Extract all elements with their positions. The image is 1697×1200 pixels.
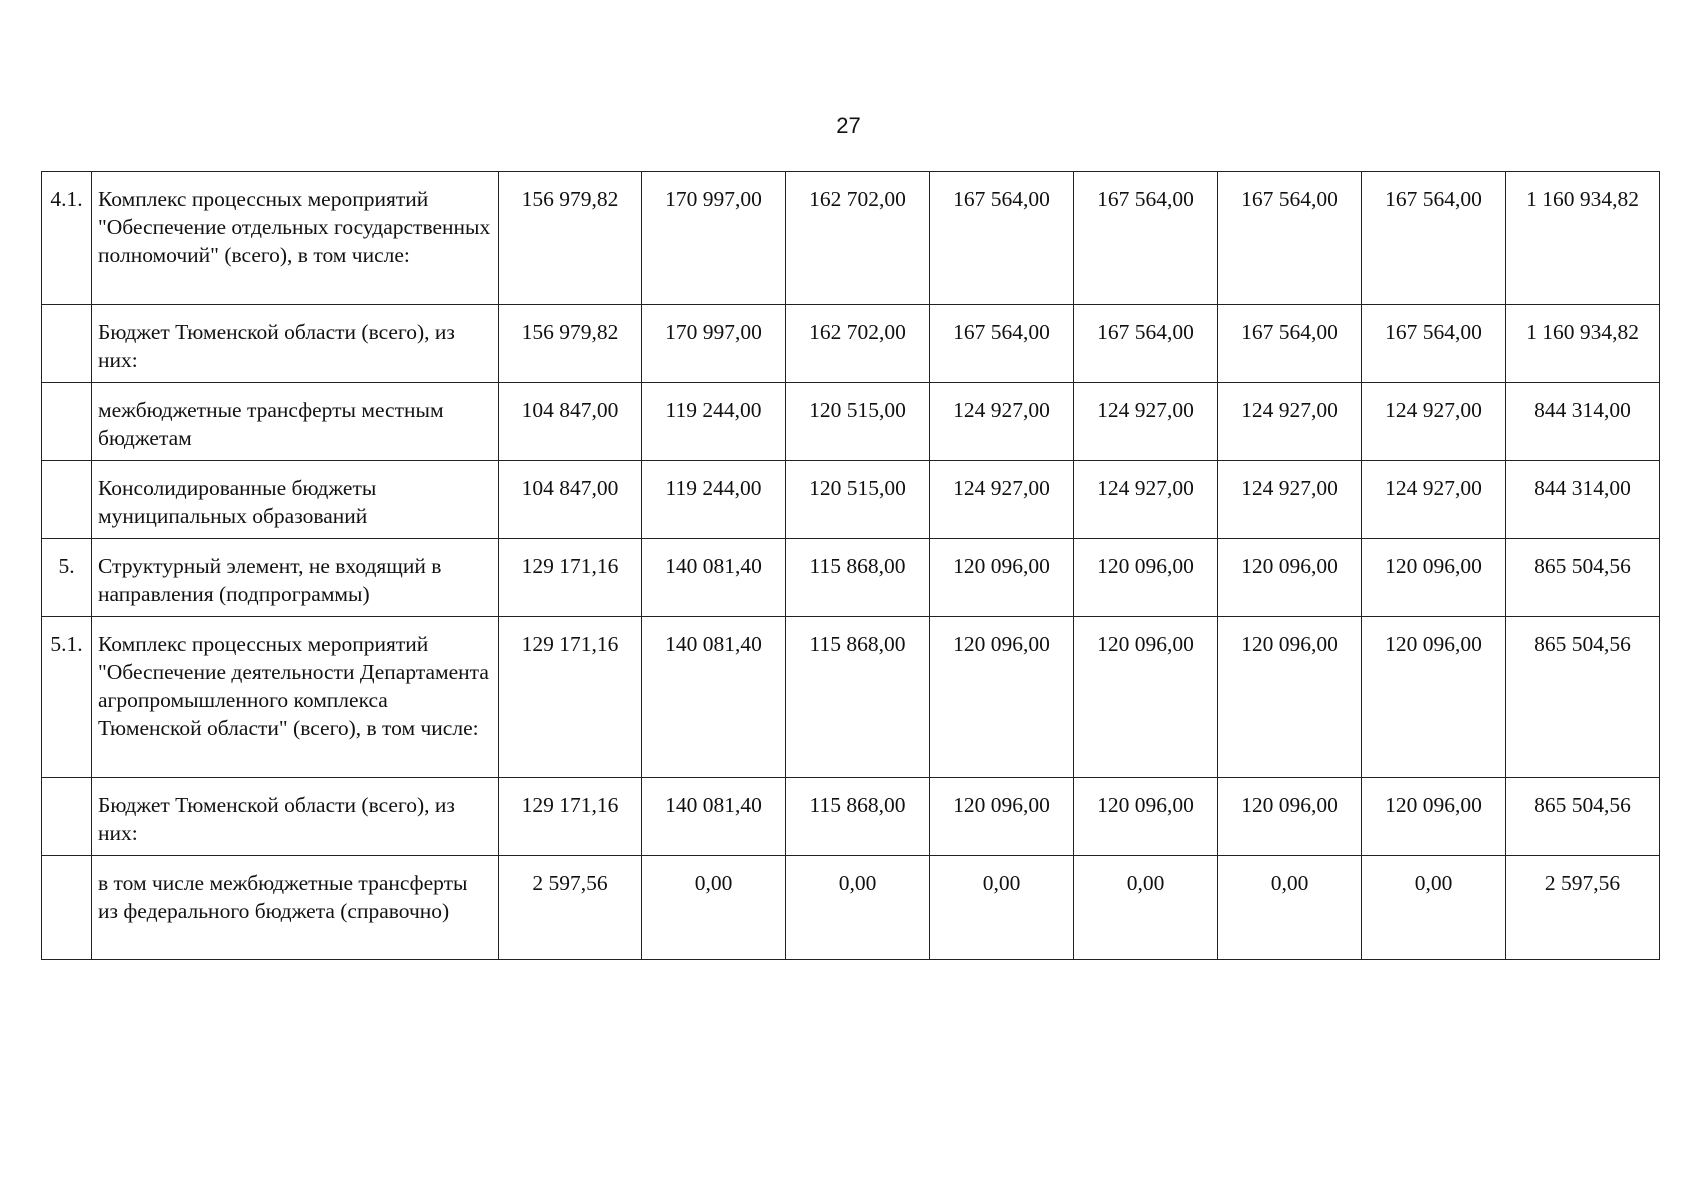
value-cell: 104 847,00	[499, 383, 642, 461]
value-cell: 167 564,00	[1218, 305, 1362, 383]
table-row	[42, 778, 1660, 856]
row-name: межбюджетные трансферты местным бюджетам	[92, 383, 499, 461]
value-cell: 0,00	[1218, 856, 1362, 960]
value-cell: 129 171,16	[499, 617, 642, 778]
value-cell: 120 096,00	[1362, 539, 1506, 617]
value-cell: 167 564,00	[1218, 172, 1362, 305]
budget-table	[41, 171, 1660, 960]
value-cell: 120 096,00	[930, 539, 1074, 617]
table-row	[42, 856, 1660, 960]
value-cell: 2 597,56	[499, 856, 642, 960]
value-cell: 120 096,00	[1362, 617, 1506, 778]
row-number	[42, 461, 92, 539]
row-name: Комплекс процессных мероприятий "Обеспечение отдельных государственных полномочий" (всего), в том числе:	[92, 172, 499, 305]
value-cell: 120 096,00	[930, 778, 1074, 856]
value-cell: 170 997,00	[642, 172, 786, 305]
row-number	[42, 856, 92, 960]
value-cell: 129 171,16	[499, 539, 642, 617]
row-name: Бюджет Тюменской области (всего), из них:	[92, 778, 499, 856]
table-row	[42, 383, 1660, 461]
total-cell: 2 597,56	[1506, 856, 1660, 960]
value-cell: 120 515,00	[786, 383, 930, 461]
value-cell: 140 081,40	[642, 539, 786, 617]
value-cell: 167 564,00	[930, 305, 1074, 383]
page-number: 27	[836, 113, 861, 138]
table-row	[42, 461, 1660, 539]
value-cell: 167 564,00	[930, 172, 1074, 305]
value-cell: 120 096,00	[930, 617, 1074, 778]
value-cell: 156 979,82	[499, 305, 642, 383]
value-cell: 140 081,40	[642, 617, 786, 778]
table-row	[42, 539, 1660, 617]
table-body	[42, 172, 1660, 960]
total-cell: 865 504,56	[1506, 778, 1660, 856]
value-cell: 119 244,00	[642, 461, 786, 539]
value-cell: 120 096,00	[1074, 539, 1218, 617]
value-cell: 124 927,00	[1218, 461, 1362, 539]
value-cell: 0,00	[786, 856, 930, 960]
value-cell: 156 979,82	[499, 172, 642, 305]
table-row	[42, 172, 1660, 305]
table-row	[42, 305, 1660, 383]
row-name: Консолидированные бюджеты муниципальных образований	[92, 461, 499, 539]
value-cell: 124 927,00	[930, 383, 1074, 461]
value-cell: 129 171,16	[499, 778, 642, 856]
total-cell: 844 314,00	[1506, 461, 1660, 539]
value-cell: 167 564,00	[1074, 172, 1218, 305]
value-cell: 120 096,00	[1218, 539, 1362, 617]
value-cell: 124 927,00	[1362, 461, 1506, 539]
value-cell: 140 081,40	[642, 778, 786, 856]
row-number	[42, 383, 92, 461]
value-cell: 119 244,00	[642, 383, 786, 461]
value-cell: 170 997,00	[642, 305, 786, 383]
value-cell: 0,00	[642, 856, 786, 960]
value-cell: 162 702,00	[786, 305, 930, 383]
value-cell: 124 927,00	[1218, 383, 1362, 461]
value-cell: 120 096,00	[1218, 778, 1362, 856]
value-cell: 124 927,00	[1074, 461, 1218, 539]
row-name: Бюджет Тюменской области (всего), из них:	[92, 305, 499, 383]
value-cell: 124 927,00	[1074, 383, 1218, 461]
total-cell: 844 314,00	[1506, 383, 1660, 461]
value-cell: 120 515,00	[786, 461, 930, 539]
row-number	[42, 778, 92, 856]
total-cell: 1 160 934,82	[1506, 172, 1660, 305]
value-cell: 0,00	[1362, 856, 1506, 960]
row-number	[42, 305, 92, 383]
value-cell: 115 868,00	[786, 617, 930, 778]
value-cell: 162 702,00	[786, 172, 930, 305]
value-cell: 0,00	[1074, 856, 1218, 960]
total-cell: 865 504,56	[1506, 539, 1660, 617]
value-cell: 120 096,00	[1074, 778, 1218, 856]
table-row	[42, 617, 1660, 778]
value-cell: 124 927,00	[930, 461, 1074, 539]
value-cell: 120 096,00	[1362, 778, 1506, 856]
value-cell: 167 564,00	[1362, 172, 1506, 305]
row-number: 5.1.	[42, 617, 92, 778]
value-cell: 167 564,00	[1362, 305, 1506, 383]
row-name: Структурный элемент, не входящий в направления (подпрограммы)	[92, 539, 499, 617]
row-name: Комплекс процессных мероприятий "Обеспечение деятельности Департамента агропромышленного комплекса Тюменской области" (всего), в том числе:	[92, 617, 499, 778]
total-cell: 1 160 934,82	[1506, 305, 1660, 383]
value-cell: 115 868,00	[786, 778, 930, 856]
value-cell: 167 564,00	[1074, 305, 1218, 383]
row-name: в том числе межбюджетные трансферты из федерального бюджета (справочно)	[92, 856, 499, 960]
value-cell: 115 868,00	[786, 539, 930, 617]
value-cell: 124 927,00	[1362, 383, 1506, 461]
value-cell: 120 096,00	[1218, 617, 1362, 778]
value-cell: 0,00	[930, 856, 1074, 960]
value-cell: 120 096,00	[1074, 617, 1218, 778]
value-cell: 104 847,00	[499, 461, 642, 539]
total-cell: 865 504,56	[1506, 617, 1660, 778]
row-number: 5.	[42, 539, 92, 617]
row-number: 4.1.	[42, 172, 92, 305]
